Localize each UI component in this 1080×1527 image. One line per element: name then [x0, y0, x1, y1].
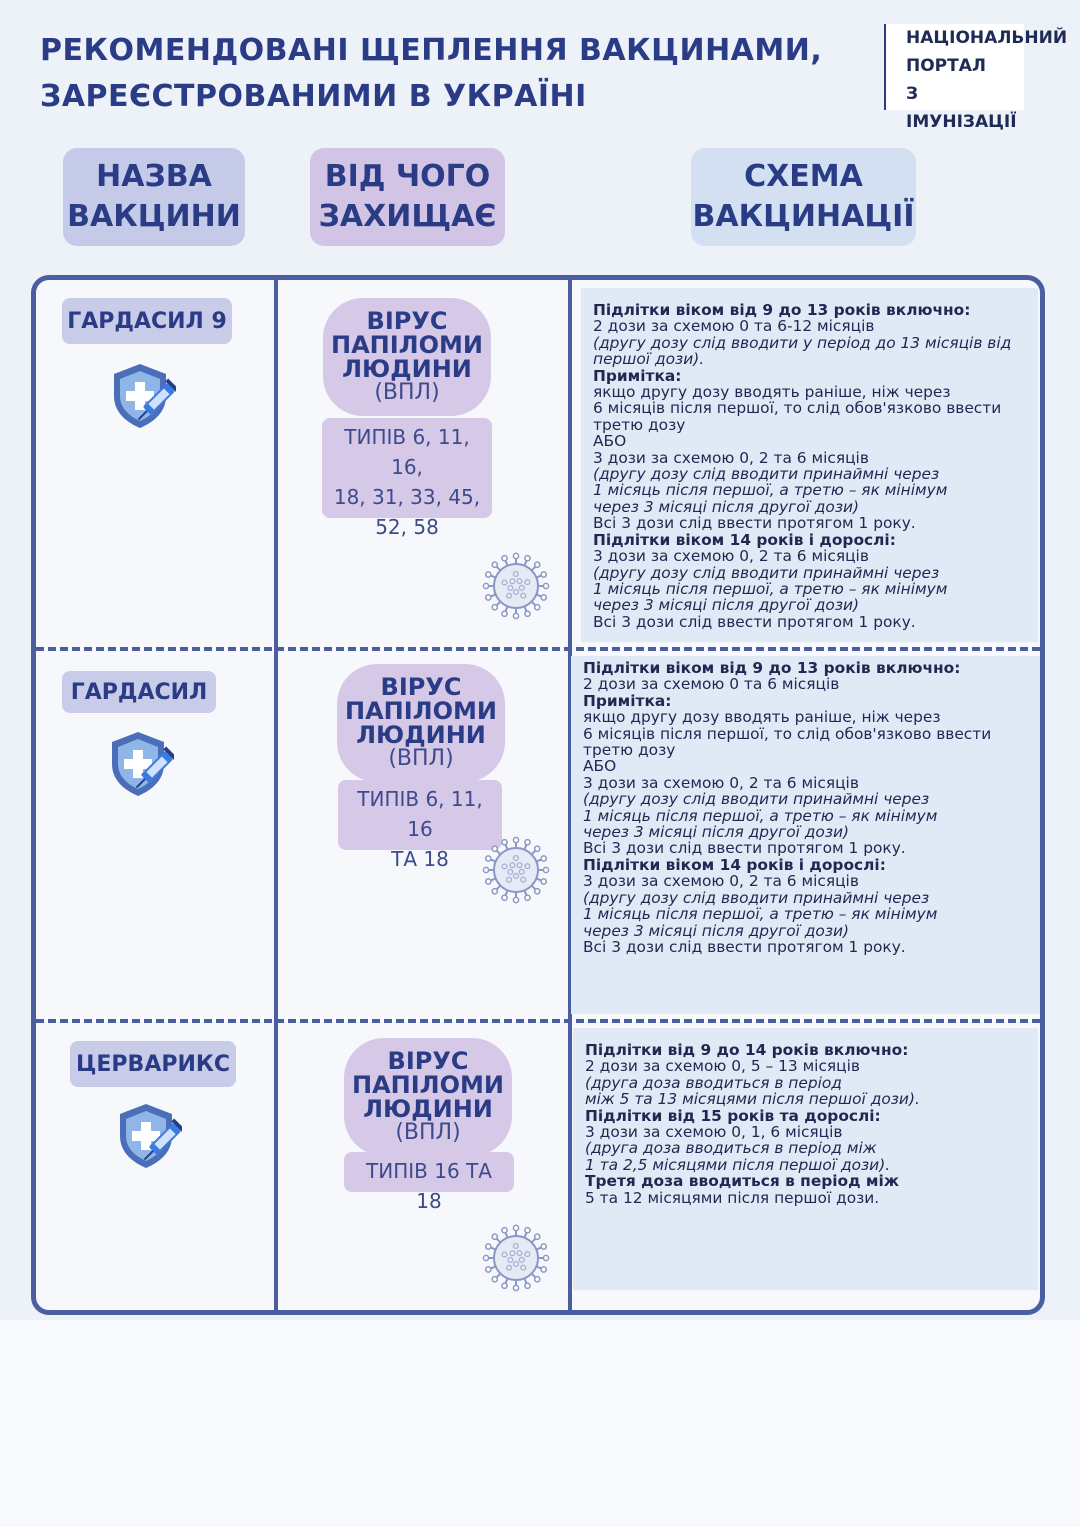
virus-abbreviation: (ВПЛ)	[388, 746, 454, 771]
row-divider	[36, 1019, 1040, 1023]
scheme-line: Третя доза вводиться в період між	[585, 1172, 900, 1191]
vaccine-name-badge: ЦЕРВАРИКС	[70, 1041, 236, 1087]
scheme-line: АБО	[593, 432, 627, 451]
scheme-line: 2 дози за схемою 0 та 6-12 місяців	[593, 317, 875, 336]
virus-name-pill	[337, 664, 505, 782]
scheme-line: 6 місяців після першої, то слід обов'язково ввести	[583, 724, 992, 743]
scheme-line: (друга доза вводиться в період між	[585, 1139, 877, 1158]
shield-syringe-icon	[110, 360, 176, 432]
column-header-line: ВАКЦИНАЦІЇ	[692, 199, 915, 234]
column-header-vaccine-name	[63, 148, 245, 246]
virus-name-line: ВІРУС	[380, 673, 462, 701]
scheme-line: 1 та 2,5 місяцями після першої дози).	[585, 1155, 891, 1174]
scheme-line: через 3 місяці після другої дози)	[583, 823, 850, 842]
portal-logo	[884, 24, 1068, 132]
scheme-line: (другу дозу слід вводити принаймні через	[583, 790, 930, 809]
scheme-line: третю дозу	[583, 741, 676, 760]
scheme-line: (другу дозу слід вводити принаймні через	[593, 563, 940, 582]
scheme-line: 3 дози за схемою 0, 2 та 6 місяців	[593, 448, 869, 467]
virus-types-pill	[322, 418, 492, 539]
virus-name-line: ВІРУС	[387, 1047, 469, 1075]
scheme-line: Всі 3 дози слід ввести протягом 1 року.	[583, 937, 906, 956]
virus-name-line: ПАПІЛОМИ	[352, 1071, 504, 1099]
scheme-line: 3 дози за схемою 0, 2 та 6 місяців	[593, 547, 869, 566]
column-divider	[274, 280, 278, 1310]
virus-name-line: ЛЮДИНИ	[356, 721, 486, 749]
vaccination-scheme	[581, 288, 1038, 642]
scheme-line: 3 дози за схемою 0, 2 та 6 місяців	[583, 872, 859, 891]
scheme-line: Примітка:	[593, 366, 682, 385]
virus-icon	[480, 550, 552, 622]
scheme-line: Примітка:	[583, 691, 672, 710]
page-title-line: ЗАРЕЄСТРОВАНИМИ В УКРАЇНІ	[40, 79, 587, 114]
column-header-line: ВАКЦИНИ	[67, 199, 241, 234]
virus-name-line: ПАПІЛОМИ	[331, 331, 483, 359]
column-header-vaccination-scheme	[691, 148, 916, 246]
vaccine-name-badge: ГАРДАСИЛ	[62, 671, 216, 713]
virus-name-line: ВІРУС	[366, 307, 448, 335]
scheme-line: Підлітки від 15 років та дорослі:	[585, 1106, 881, 1125]
virus-types-line: 18, 31, 33, 45,	[333, 485, 481, 509]
portal-logo-line: НАЦІОНАЛЬНИЙ	[906, 28, 1068, 48]
virus-abbreviation: (ВПЛ)	[395, 1120, 461, 1145]
scheme-line: першої дози).	[593, 350, 705, 369]
column-header-protects-against	[310, 148, 505, 246]
scheme-line: 1 місяць після першої, а третю – як мінімум	[593, 481, 948, 500]
scheme-line: Підлітки віком 14 років і дорослі:	[593, 530, 896, 549]
virus-icon	[480, 834, 552, 906]
virus-name-line: ПАПІЛОМИ	[345, 697, 497, 725]
shield-syringe-icon	[108, 728, 174, 800]
virus-types-pill	[338, 780, 502, 871]
scheme-line: 1 місяць після першої, а третю – як мінімум	[593, 579, 948, 598]
scheme-line: Всі 3 дози слід ввести протягом 1 року.	[583, 839, 906, 858]
virus-name-pill	[344, 1038, 512, 1156]
scheme-line: 6 місяців після першої, то слід обов'язково ввести	[593, 399, 1002, 418]
scheme-line: 3 дози за схемою 0, 1, 6 місяців	[585, 1123, 843, 1142]
scheme-line: Підлітки віком від 9 до 13 років включно:	[583, 659, 961, 677]
scheme-line: (другу дозу слід вводити принаймні через	[583, 888, 930, 907]
scheme-line: 1 місяць після першої, а третю – як мінімум	[583, 905, 938, 924]
virus-abbreviation: (ВПЛ)	[374, 380, 440, 405]
shield-syringe-icon	[116, 1100, 182, 1172]
column-header-line: НАЗВА	[96, 159, 212, 194]
virus-types-line: ТИПІВ 6, 11, 16	[357, 787, 483, 841]
scheme-line: через 3 місяці після другої дози)	[583, 921, 850, 940]
page-title	[40, 28, 840, 120]
virus-types-pill	[344, 1152, 514, 1213]
scheme-line: якщо другу дозу вводять раніше, ніж через	[593, 383, 951, 402]
scheme-line: 2 дози за схемою 0, 5 – 13 місяців	[585, 1057, 860, 1076]
scheme-line: Підлітки віком від 9 до 13 років включно:	[593, 301, 971, 319]
virus-name-line: ЛЮДИНИ	[342, 355, 472, 383]
scheme-line: Підлітки віком 14 років і дорослі:	[583, 855, 886, 874]
scheme-line: (другу дозу слід вводити у період до 13 місяців від	[593, 333, 1012, 352]
vaccine-table	[31, 275, 1045, 1315]
portal-logo-line: ПОРТАЛ	[906, 56, 987, 76]
row-divider	[36, 647, 1040, 651]
scheme-line: Всі 3 дози слід ввести протягом 1 року.	[593, 514, 916, 533]
virus-types-line: 52, 58	[375, 515, 439, 539]
scheme-line: (другу дозу слід вводити принаймні через	[593, 465, 940, 484]
scheme-line: Всі 3 дози слід ввести протягом 1 року.	[593, 612, 916, 631]
scheme-line: 1 місяць після першої, а третю – як мінімум	[583, 806, 938, 825]
virus-name-line: ЛЮДИНИ	[363, 1095, 493, 1123]
vaccination-scheme	[573, 1028, 1038, 1290]
virus-icon	[480, 1222, 552, 1294]
scheme-line: 3 дози за схемою 0, 2 та 6 місяців	[583, 773, 859, 792]
page-title-line: РЕКОМЕНДОВАНІ ЩЕПЛЕННЯ ВАКЦИНАМИ,	[40, 33, 823, 68]
column-header-line: ВІД ЧОГО	[324, 159, 491, 194]
scheme-line: 5 та 12 місяцями після першої дози.	[585, 1188, 880, 1207]
scheme-line: через 3 місяці після другої дози)	[593, 497, 860, 516]
scheme-line: якщо другу дозу вводять раніше, ніж через	[583, 708, 941, 727]
scheme-line: (друга доза вводиться в період	[585, 1073, 842, 1092]
vaccination-scheme	[571, 656, 1043, 1014]
scheme-line: 2 дози за схемою 0 та 6 місяців	[583, 675, 840, 694]
scheme-line: третю дозу	[593, 415, 686, 434]
scheme-line: Підлітки від 9 до 14 років включно:	[585, 1041, 909, 1059]
virus-name-pill	[323, 298, 491, 416]
virus-types-line: ТА 18	[391, 847, 449, 871]
scheme-line: АБО	[583, 757, 617, 776]
scheme-line: між 5 та 13 місяцями після першої дози).	[585, 1090, 920, 1109]
virus-types-line: ТИПІВ 6, 11, 16,	[344, 425, 470, 479]
virus-types-line: ТИПІВ 16 ТА 18	[366, 1159, 492, 1213]
portal-logo-line: З ІМУНІЗАЦІЇ	[906, 84, 1017, 132]
column-header-line: СХЕМА	[744, 159, 863, 194]
scheme-line: через 3 місяці після другої дози)	[593, 596, 860, 615]
page-background-bottom	[0, 1320, 1080, 1527]
vaccine-name-badge: ГАРДАСИЛ 9	[62, 298, 232, 344]
column-header-line: ЗАХИЩАЄ	[318, 199, 497, 234]
